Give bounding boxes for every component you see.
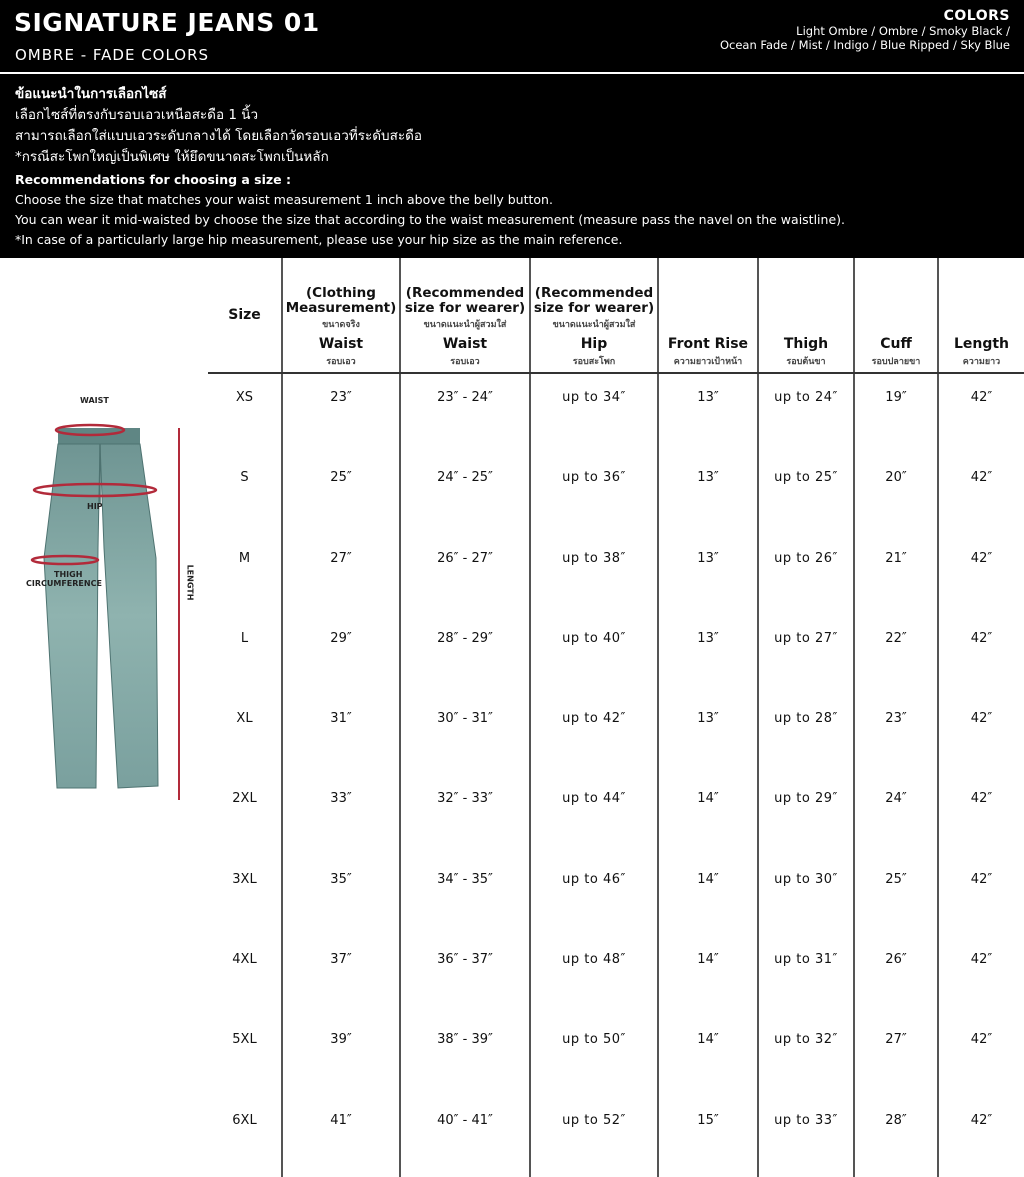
column-thai-title: รอบต้นขา [786,357,826,367]
cell-cuff: 25″ [854,856,938,936]
cell-thigh: up to 30″ [758,856,854,936]
column-header-recommended-waist [400,258,530,373]
cell-clothing-waist: 37″ [282,936,400,1016]
reco-english-line: Choose the size that matches your waist measurement 1 inch above the belly button. [15,192,553,207]
column-title: Waist [442,336,488,352]
column-title: Size [228,307,261,323]
cell-recommended-hip: up to 48″ [530,936,658,1016]
cell-size: S [240,470,249,486]
table-row [208,775,1024,855]
cell-cuff: 24″ [854,775,938,855]
table-row [208,936,1024,1016]
cell-cuff: 19″ [854,373,938,454]
cell-length: 42″ [938,695,1024,775]
column-thai-note: ขนาดแนะนำผู้สวมใส่ [552,320,636,330]
table-row [208,1016,1024,1096]
cell-recommended-waist: 26″ - 27″ [400,535,530,615]
cell-clothing-waist: 27″ [282,535,400,615]
reco-thai-line: เลือกไซส์ที่ตรงกับรอบเอวเหนือสะดือ 1 นิ้ว [15,107,259,123]
cell-clothing-waist: 29″ [282,615,400,695]
column-header-thigh [758,258,854,373]
column-note: (Recommended size for wearer) [533,285,655,316]
cell-cuff: 27″ [854,1016,938,1096]
column-header-cuff [854,258,938,373]
table-row [208,373,1024,454]
cell-recommended-waist: 38″ - 39″ [400,1016,530,1096]
cell-size: L [240,630,249,646]
cell-length: 42″ [938,1097,1024,1177]
cell-thigh: up to 33″ [758,1097,854,1177]
cell-size: 3XL [232,871,257,887]
size-table [208,258,1024,1177]
cell-recommended-waist: 30″ - 31″ [400,695,530,775]
cell-recommended-waist: 32″ - 33″ [400,775,530,855]
cell-length: 42″ [938,775,1024,855]
cell-size: 5XL [232,1032,257,1048]
cell-thigh: up to 24″ [758,373,854,454]
cell-length: 42″ [938,1016,1024,1096]
cell-size: XL [236,711,253,727]
cell-recommended-hip: up to 50″ [530,1016,658,1096]
table-row [208,695,1024,775]
table-row [208,535,1024,615]
cell-cuff: 20″ [854,454,938,534]
cell-length: 42″ [938,454,1024,534]
cell-recommended-waist: 28″ - 29″ [400,615,530,695]
cell-size: 2XL [232,791,257,807]
jeans-measurement-figure [0,258,205,1024]
cell-recommended-waist: 40″ - 41″ [400,1097,530,1177]
column-title: Length [953,336,1010,352]
thigh-label: THIGH [54,570,83,579]
cell-size: XS [235,390,254,405]
cell-recommended-waist: 24″ - 25″ [400,454,530,534]
cell-length: 42″ [938,535,1024,615]
reco-thai-title: ข้อแนะนำในการเลือกไซส์ [15,86,167,102]
page-title: SIGNATURE JEANS 01 [14,8,320,37]
cell-size: 6XL [232,1112,257,1128]
cell-recommended-hip: up to 34″ [530,373,658,454]
cell-length: 42″ [938,373,1024,454]
header-divider [0,72,1024,74]
table-row [208,856,1024,936]
cell-size: 4XL [232,952,257,968]
column-thai-title: รอบปลายขา [871,357,921,367]
colors-block [720,8,1010,52]
column-title: Thigh [783,336,829,352]
cell-thigh: up to 27″ [758,615,854,695]
reco-thai-line: สามารถเลือกใส่แบบเอวระดับกลางได้ โดยเลือกวัดรอบเอวที่ระดับสะดือ [15,128,422,144]
cell-cuff: 28″ [854,1097,938,1177]
colors-list-line: Light Ombre / Ombre / Smoky Black / [796,24,1010,38]
column-thai-title: ความยาว [962,357,1001,367]
cell-front-rise: 13″ [658,695,758,775]
cell-front-rise: 14″ [658,775,758,855]
cell-thigh: up to 26″ [758,535,854,615]
cell-front-rise: 14″ [658,936,758,1016]
column-header-size [208,258,282,373]
cell-thigh: up to 31″ [758,936,854,1016]
reco-thai-line: *กรณีสะโพกใหญ่เป็นพิเศษ ให้ยึดขนาดสะโพกเป็นหลัก [15,149,329,165]
cell-recommended-hip: up to 42″ [530,695,658,775]
cell-size: M [238,550,251,566]
column-header-recommended-hip [530,258,658,373]
cell-recommended-hip: up to 52″ [530,1097,658,1177]
cell-recommended-hip: up to 38″ [530,535,658,615]
column-header-clothing-waist [282,258,400,373]
table-body [208,373,1024,1177]
column-thai-title: ความยาวเป้าหน้า [673,357,743,367]
cell-thigh: up to 28″ [758,695,854,775]
cell-recommended-hip: up to 40″ [530,615,658,695]
reco-english-line: *In case of a particularly large hip measurement, please use your hip size as the main reference. [15,232,623,247]
cell-recommended-hip: up to 46″ [530,856,658,936]
column-thai-title: รอบเอว [450,357,480,367]
column-header-length [938,258,1024,373]
cell-thigh: up to 32″ [758,1016,854,1096]
size-chart [208,258,1024,1128]
cell-length: 42″ [938,615,1024,695]
column-title: Cuff [880,336,912,352]
table-header-row [208,258,1024,373]
cell-front-rise: 13″ [658,615,758,695]
cell-clothing-waist: 31″ [282,695,400,775]
cell-clothing-waist: 25″ [282,454,400,534]
colors-list-line: Ocean Fade / Mist / Indigo / Blue Ripped / Sky Blue [719,38,1010,52]
cell-front-rise: 15″ [658,1097,758,1177]
column-thai-title: รอบสะโพก [572,357,616,367]
page-subtitle: OMBRE - FADE COLORS [15,46,210,64]
cell-length: 42″ [938,936,1024,1016]
column-title: Hip [580,336,608,352]
hip-label: HIP [87,502,103,511]
column-title: Front Rise [667,336,749,352]
cell-clothing-waist: 39″ [282,1016,400,1096]
cell-cuff: 21″ [854,535,938,615]
cell-clothing-waist: 33″ [282,775,400,855]
cell-cuff: 26″ [854,936,938,1016]
cell-front-rise: 14″ [658,856,758,936]
reco-english-line: You can wear it mid-waisted by choose the size that according to the waist measurement (measure pass the navel on the waistline). [15,212,845,227]
cell-recommended-hip: up to 36″ [530,454,658,534]
cell-thigh: up to 25″ [758,454,854,534]
table-row [208,454,1024,534]
cell-cuff: 22″ [854,615,938,695]
cell-recommended-hip: up to 44″ [530,775,658,855]
cell-cuff: 23″ [854,695,938,775]
column-thai-note: ขนาดจริง [322,320,360,330]
column-note: (Clothing Measurement) [285,285,397,316]
header-banner [0,0,1024,258]
cell-front-rise: 13″ [658,535,758,615]
cell-length: 42″ [938,856,1024,936]
waist-label: WAIST [80,396,109,405]
cell-recommended-waist: 23″ - 24″ [400,373,530,454]
column-thai-note: ขนาดแนะนำผู้สวมใส่ [423,320,507,330]
column-title: Waist [318,336,364,352]
recommendations [15,84,1015,250]
column-header-front-rise [658,258,758,373]
column-note: (Recommended size for wearer) [404,285,526,316]
length-label: LENGTH [185,564,195,601]
cell-recommended-waist: 34″ - 35″ [400,856,530,936]
colors-title: COLORS [943,8,1010,24]
column-thai-title: รอบเอว [326,357,356,367]
cell-thigh: up to 29″ [758,775,854,855]
cell-recommended-waist: 36″ - 37″ [400,936,530,1016]
table-row [208,1097,1024,1177]
jeans-illustration [0,258,205,1024]
cell-front-rise: 14″ [658,1016,758,1096]
thigh-label-second-line: CIRCUMFERENCE [26,579,102,588]
table-row [208,615,1024,695]
cell-clothing-waist: 35″ [282,856,400,936]
cell-front-rise: 13″ [658,454,758,534]
cell-clothing-waist: 23″ [282,373,400,454]
cell-clothing-waist: 41″ [282,1097,400,1177]
reco-english-title: Recommendations for choosing a size : [15,172,292,187]
cell-front-rise: 13″ [658,373,758,454]
